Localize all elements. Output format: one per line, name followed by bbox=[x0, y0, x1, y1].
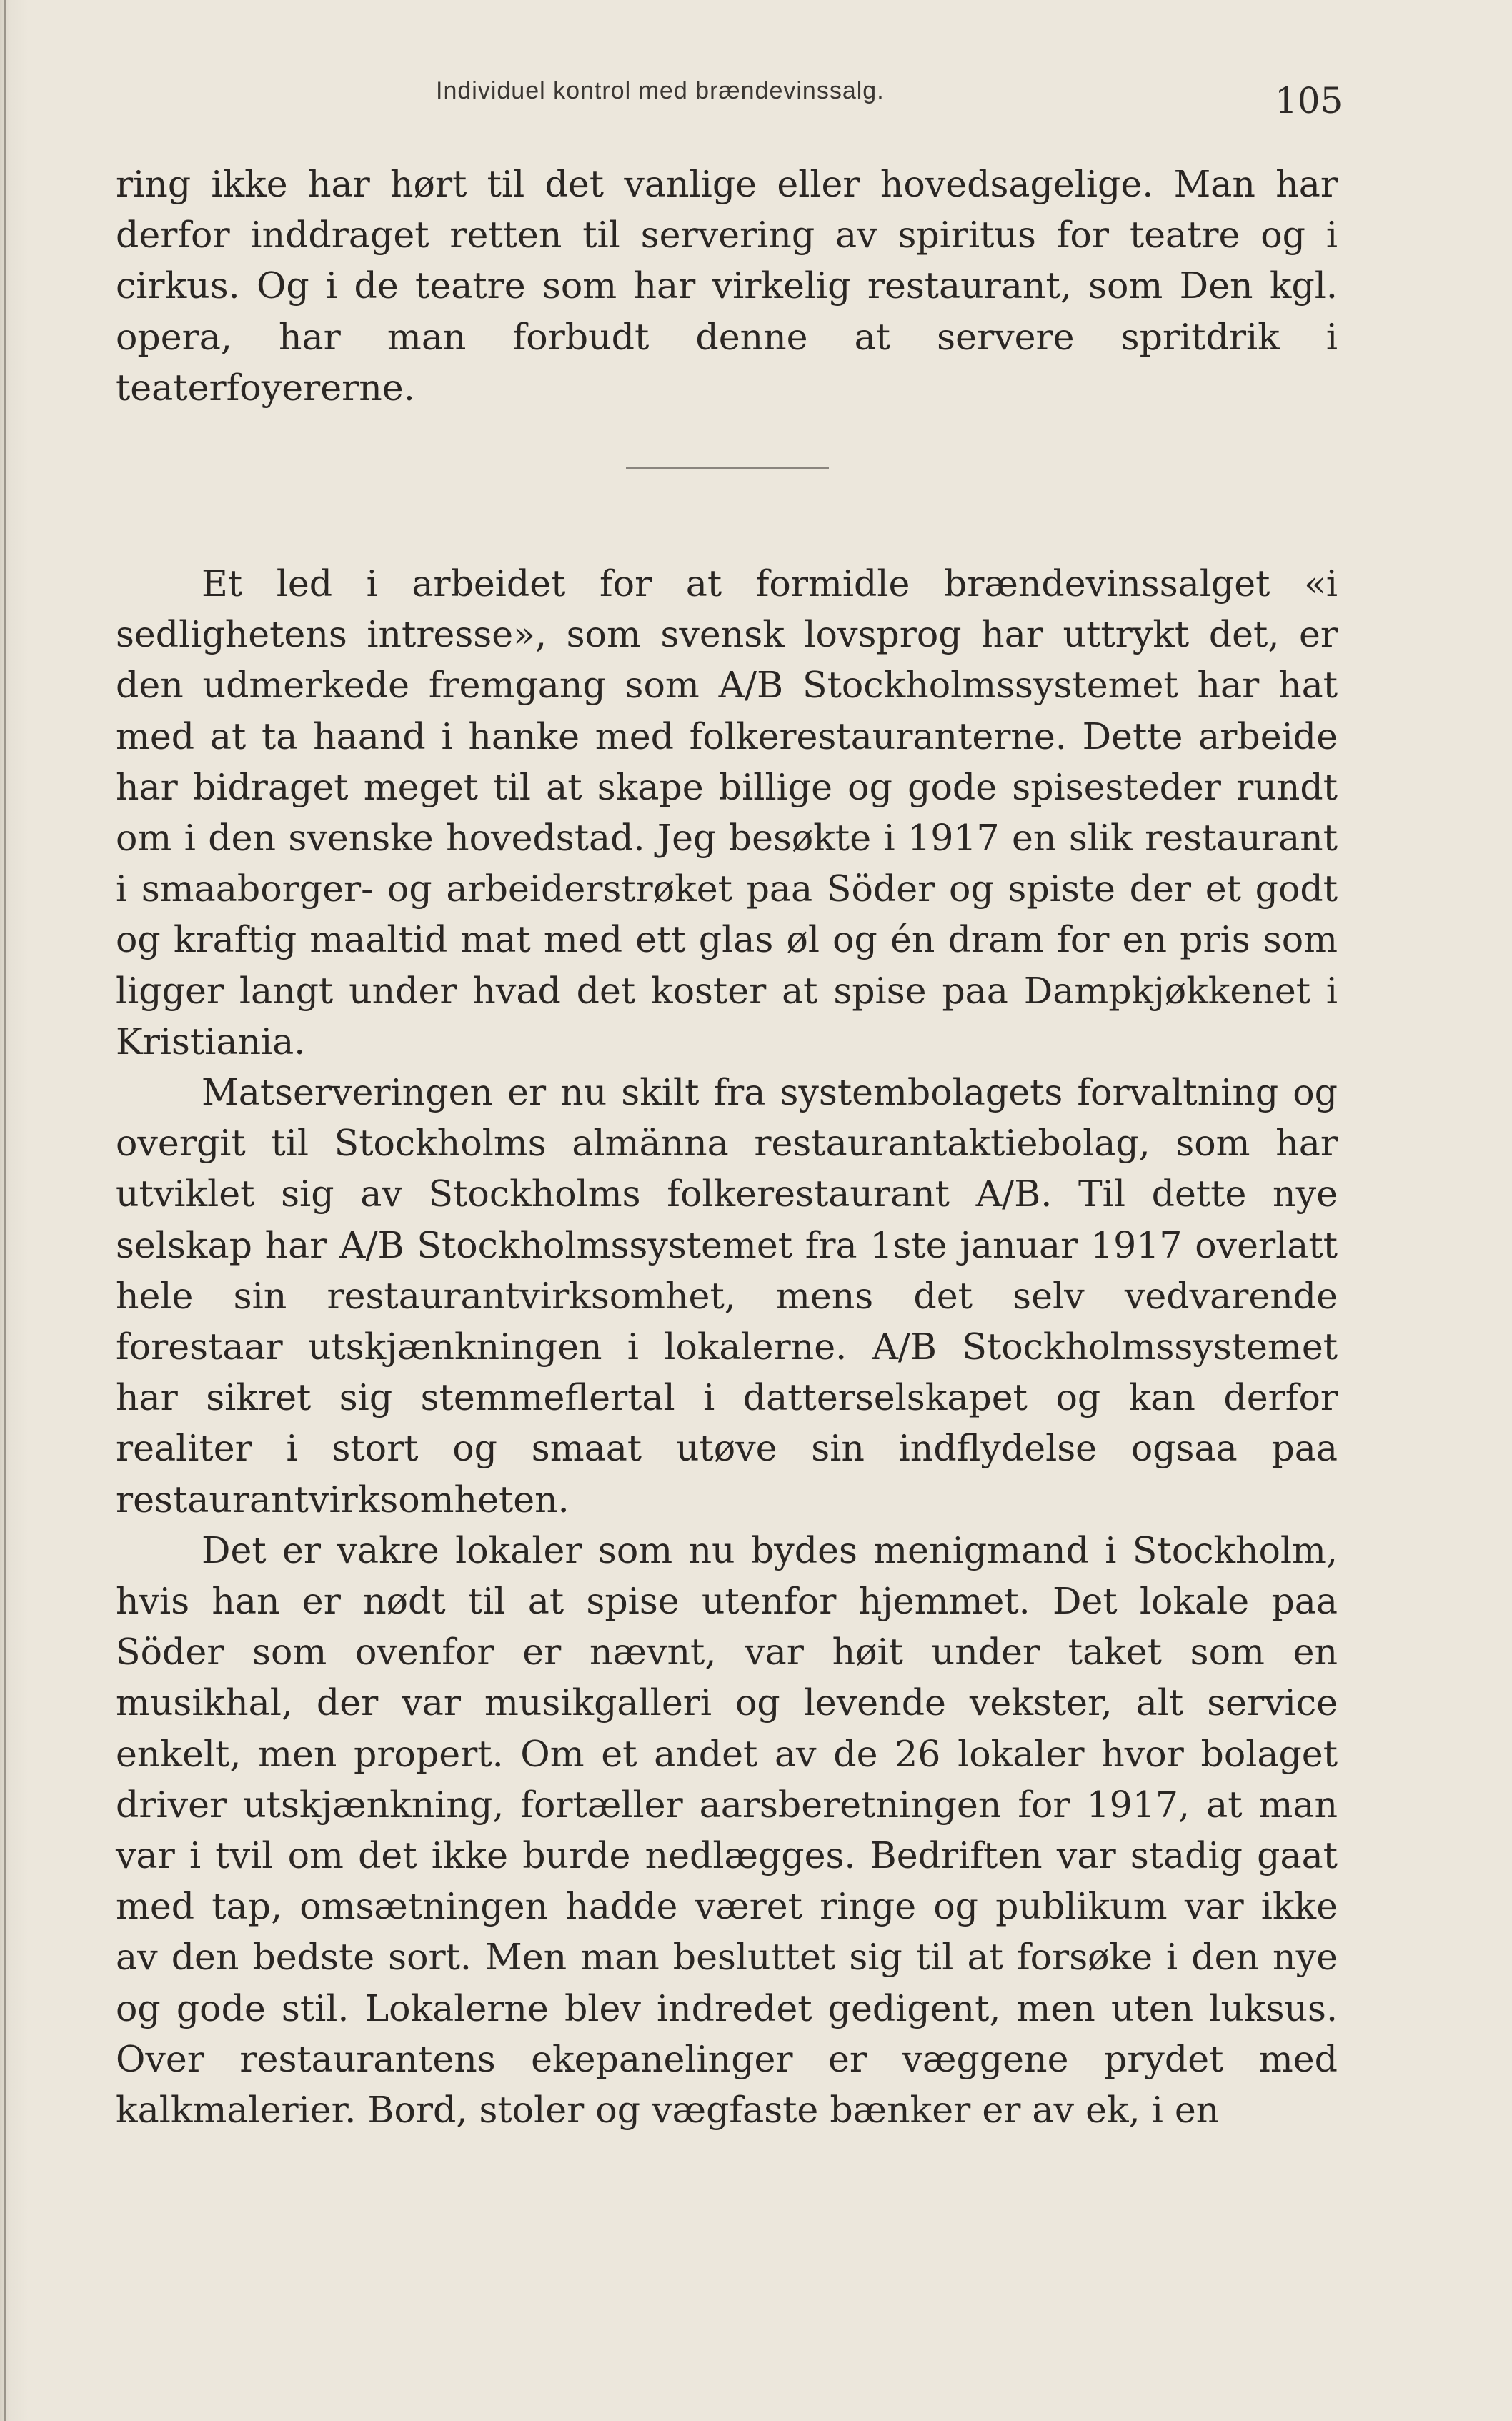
paragraph-matserveringen: Matserveringen er nu skilt fra systembolagets forvaltning og overgit til Stockholms almänna restaurantaktiebolag, som har utviklet sig av Stockholms folkerestaurant A/B. Til dette nye selskap har A/B Stockholmssystemet fra 1ste januar 1917 overlatt hele sin restaurantvirksomhet, mens det selv vedvarende forestaar utskjænkningen i lokalerne. A/B Stockholmssystemet har sikret sig stemmeflertal i datterselskapet og kan derfor realiter i stort og smaat utøve sin indflydelse ogsaa paa restaurantvirksomheten. bbox=[116, 1071, 1338, 1521]
text-block-top bbox=[116, 159, 1338, 413]
paragraph-lokaler: Det er vakre lokaler som nu bydes menigmand i Stockholm, hvis han er nødt til at spise utenfor hjemmet. Det lokale paa Söder som ovenfor er nævnt, var høit under taket som en musikhal, der var musikgalleri og levende vekster, alt service enkelt, men propert. Om et andet av de 26 lokaler hvor bolaget driver utskjænkning, fortæller aarsberetningen for 1917, at man var i tvil om det ikke burde nedlægges. Bedriften var stadig gaat med tap, omsætningen hadde været ringe og publikum var ikke av den bedste sort. Men man besluttet sig til at forsøke i den nye og gode stil. Lokalerne blev indredet gedigent, men uten luksus. Over restaurantens ekepanelinger er væggene prydet med kalkmalerier. Bord, stoler og vægfaste bænker er av ek, i en bbox=[116, 1528, 1338, 2132]
running-head: Individuel kontrol med brændevinssalg. bbox=[436, 77, 885, 104]
text-block-main bbox=[116, 558, 1338, 2135]
paragraph-continuation: ring ikke har hørt til det vanlige eller hovedsagelige. Man har derfor inddraget retten til servering av spiritus for teatre og i cirkus. Og i de teatre som har virkelig restaurant, som Den kgl. opera, har man forbudt denne at servere spritdrik i teaterfoyererne. bbox=[116, 163, 1338, 409]
section-separator-rule bbox=[626, 467, 829, 469]
page-binding-edge bbox=[4, 0, 6, 2421]
page-number: 105 bbox=[1275, 80, 1343, 121]
paragraph-folkerestauranter: Et led i arbeidet for at formidle brændevinssalget «i sedlighetens intresse», som svensk lovsprog har uttrykt det, er den udmerkede fremgang som A/B Stockholmssystemet har hat med at ta haand i hanke med folkerestauranterne. Dette arbeide har bidraget meget til at skape billige og gode spisesteder rundt om i den svenske hovedstad. Jeg besøkte i 1917 en slik restaurant i smaaborger- og arbeiderstrøket paa Söder og spiste der et godt og kraftig maaltid mat med ett glas øl og én dram for en pris som ligger langt under hvad det koster at spise paa Dampkjøkkenet i Kristiania. bbox=[116, 562, 1338, 1063]
